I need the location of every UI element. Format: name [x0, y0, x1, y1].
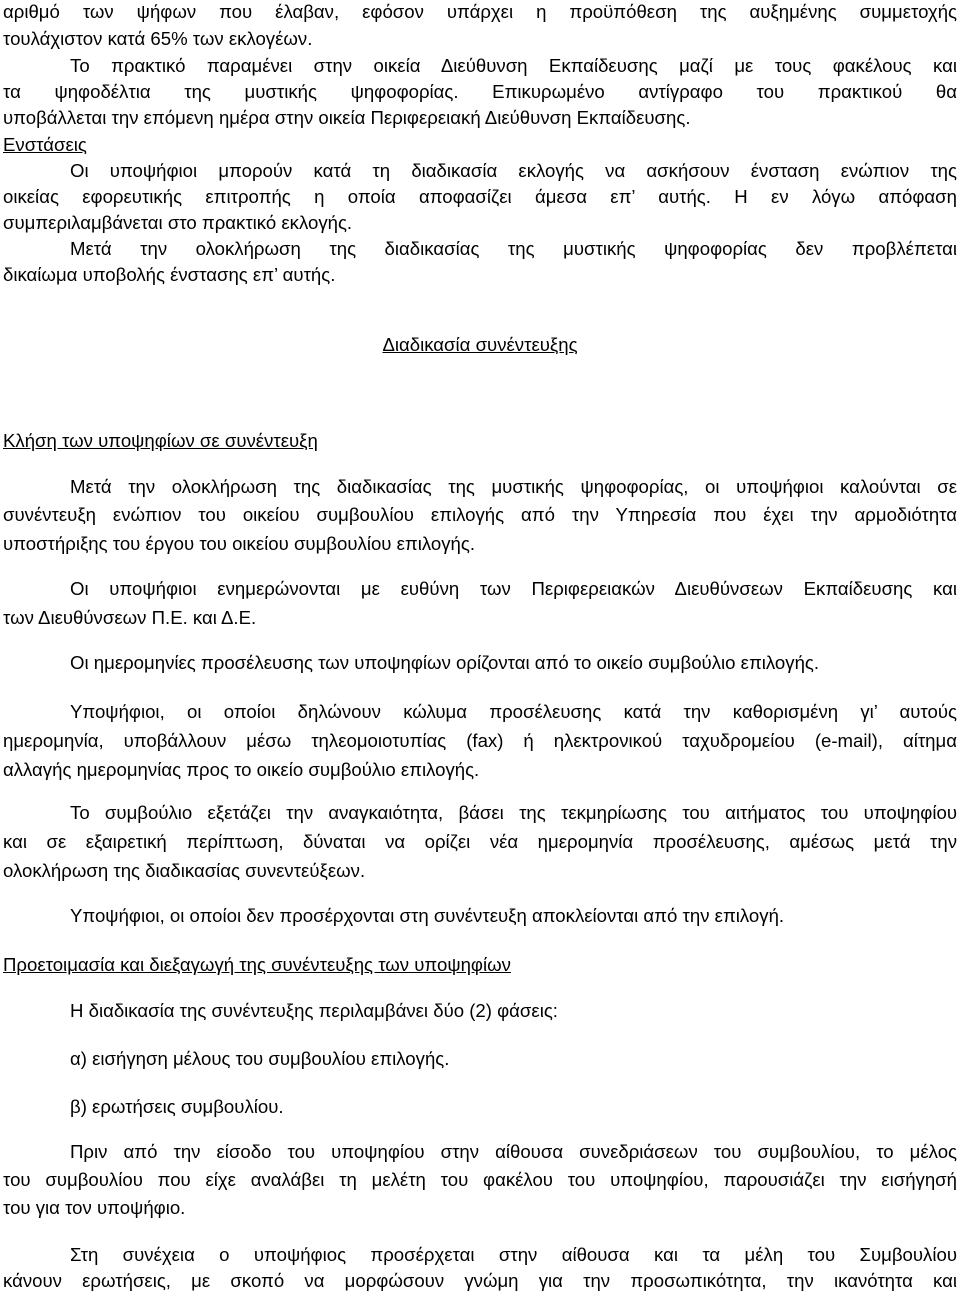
text-line: τουλάχιστον κατά 65% των εκλογέων.	[3, 28, 313, 49]
objections-heading: Ενστάσεις	[3, 134, 87, 155]
text-line: ημερομηνία, υποβάλλουν μέσω τηλεομοιοτυπίας (fax) ή ηλεκτρονικού ταχυδρομείου (e-mail), αίτημα	[3, 730, 957, 751]
text-line: Το συμβούλιο εξετάζει την αναγκαιότητα, βάσει της τεκμηρίωσης του αιτήματος του υποψηφίου	[70, 802, 957, 823]
text-line: υποβάλλεται την επόμενη ημέρα στην οικεία Περιφερειακή Διεύθυνση Εκπαίδευσης.	[3, 107, 691, 128]
text-line: Οι υποψήφιοι ενημερώνονται με ευθύνη των Περιφερειακών Διευθύνσεων Εκπαίδευσης και	[70, 578, 957, 599]
text-line: οικείας εφορευτικής επιτροπής η οποία αποφασίζει άμεσα επ’ αυτής. Η εν λόγω απόφαση	[3, 186, 957, 207]
text-line: Υποψήφιοι, οι οποίοι δεν προσέρχονται στη συνέντευξη αποκλείονται από την επιλογή.	[70, 905, 785, 926]
text-line: Μετά την ολοκλήρωση της διαδικασίας της μυστικής ψηφοφορίας δεν προβλέπεται	[70, 238, 957, 259]
text-line: Μετά την ολοκλήρωση της διαδικασίας της μυστικής ψηφοφορίας, οι υποψήφιοι καλούνται σε	[70, 476, 957, 497]
text-line: Το πρακτικό παραμένει στην οικεία Διεύθυνση Εκπαίδευσης μαζί με τους φακέλους και	[70, 55, 957, 76]
phase-a: α) εισήγηση μέλους του συμβουλίου επιλογής.	[70, 1048, 450, 1069]
text-line: συνέντευξη ενώπιον του οικείου συμβουλίου επιλογής από την Υπηρεσία που έχει την αρμοδιότητα	[3, 504, 957, 525]
subheading-call: Κλήση των υποψηφίων σε συνέντευξη	[3, 430, 318, 451]
phase-b: β) ερωτήσεις συμβουλίου.	[70, 1096, 284, 1117]
text-line: αριθμό των ψήφων που έλαβαν, εφόσον υπάρχει η προϋπόθεση της αυξημένης συμμετοχής	[3, 1, 957, 22]
text-line: αλλαγής ημερομηνίας προς το οικείο συμβούλιο επιλογής.	[3, 759, 480, 780]
text-line: Οι ημερομηνίες προσέλευσης των υποψηφίων ορίζονται από το οικείο συμβούλιο επιλογής.	[70, 652, 820, 673]
text-line: δικαίωμα υποβολής ένστασης επ’ αυτής.	[3, 264, 336, 285]
text-line: συμπεριλαμβάνεται στο πρακτικό εκλογής.	[3, 212, 353, 233]
text-line: κάνουν ερωτήσεις, με σκοπό να μορφώσουν γνώμη για την προσωπικότητα, την ικανότητα και	[3, 1270, 957, 1291]
text-line: Η διαδικασία της συνέντευξης περιλαμβάνει δύο (2) φάσεις:	[70, 1000, 558, 1021]
text-line: των Διευθύνσεων Π.Ε. και Δ.Ε.	[3, 607, 257, 628]
text-line: του συμβουλίου που είχε αναλάβει τη μελέτη του φακέλου του υποψηφίου, παρουσιάζει την εισήγησή	[3, 1169, 957, 1190]
section-title: Διαδικασία συνέντευξης	[382, 334, 578, 355]
text-line: τα ψηφοδέλτια της μυστικής ψηφοφορίας. Επικυρωμένο αντίγραφο του πρακτικού θα	[3, 81, 957, 102]
text-line: Πριν από την είσοδο του υποψηφίου στην αίθουσα συνεδριάσεων του συμβουλίου, το μέλος	[70, 1141, 957, 1162]
text-line: Στη συνέχεια ο υποψήφιος προσέρχεται στην αίθουσα και τα μέλη του Συμβουλίου	[70, 1244, 957, 1265]
subheading-prep: Προετοιμασία και διεξαγωγή της συνέντευξης των υποψηφίων	[3, 954, 511, 975]
text-line: ολοκλήρωση της διαδικασίας συνεντεύξεων.	[3, 860, 366, 881]
text-line: Υποψήφιοι, οι οποίοι δηλώνουν κώλυμα προσέλευσης κατά την καθορισμένη γι’ αυτούς	[70, 701, 957, 722]
text-line: Οι υποψήφιοι μπορούν κατά τη διαδικασία εκλογής να ασκήσουν ένσταση ενώπιον της	[70, 160, 957, 181]
text-line: του για τον υποψήφιο.	[3, 1197, 186, 1218]
text-line: και σε εξαιρετική περίπτωση, δύναται να ορίζει νέα ημερομηνία προσέλευσης, αμέσως μετά την	[3, 831, 957, 852]
text-line: υποστήριξης του έργου του οικείου συμβουλίου επιλογής.	[3, 533, 475, 554]
